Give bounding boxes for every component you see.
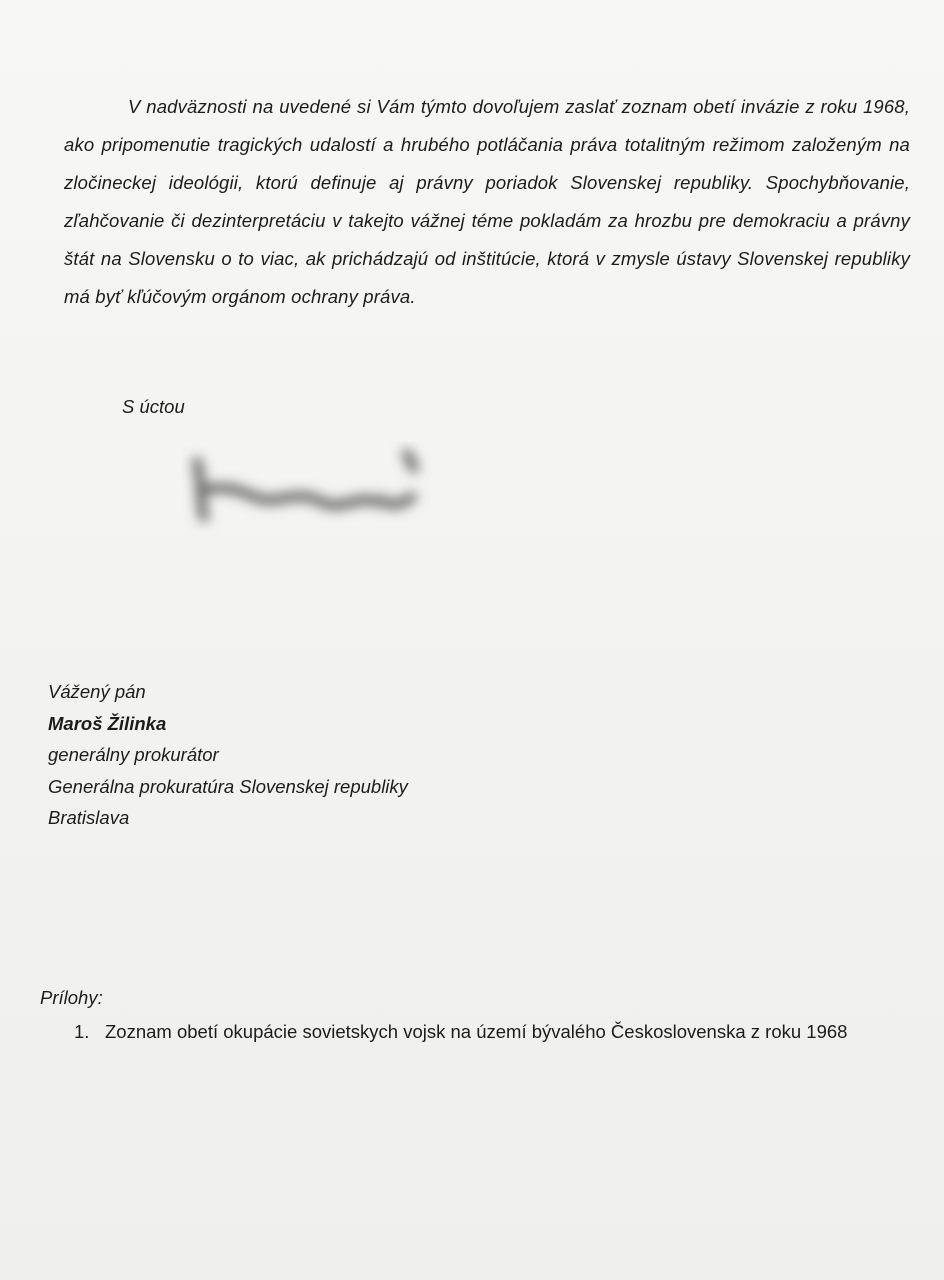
blurred-signature xyxy=(182,442,432,532)
intro-paragraph: V nadväznosti na uvedené si Vám týmto dovoľujem zaslať zoznam obetí invázie z roku 1968, ako pripomenutie tragických udalostí a hrubého potláčania práva totalitným režimom založeným na zločineckej ideológii, ktorú definuje aj právny poriadok Slovenskej republiky. Spochybňovanie, zľahčovanie či dezinterpretáciu v takejto vážnej téme pokladám za hrozbu pre demokraciu a právny štát na Slovensku o to viac, ak prichádzajú od inštitúcie, ktorá v zmysle ústavy Slovenskej republiky má byť kľúčovým orgánom ochrany práva. xyxy=(64,96,910,307)
addressee-institution: Generálna prokuratúra Slovenskej republiky xyxy=(48,775,408,797)
attachment-number: 1. xyxy=(74,1021,90,1042)
addressee-position: generálny prokurátor xyxy=(48,744,219,765)
attachment-item xyxy=(74,1017,865,1046)
addressee-salutation: Vážený pán xyxy=(48,681,146,702)
attachments-section xyxy=(40,987,865,1046)
attachment-text: Zoznam obetí okupácie sovietskych vojsk na území bývalého Československa z roku 1968 xyxy=(105,1021,848,1042)
addressee-city: Bratislava xyxy=(48,807,130,828)
closing-salutation: S úctou xyxy=(122,396,185,417)
addressee-block xyxy=(48,676,408,834)
addressee-name: Maroš Žilinka xyxy=(48,712,167,734)
attachments-heading: Prílohy: xyxy=(40,987,103,1008)
